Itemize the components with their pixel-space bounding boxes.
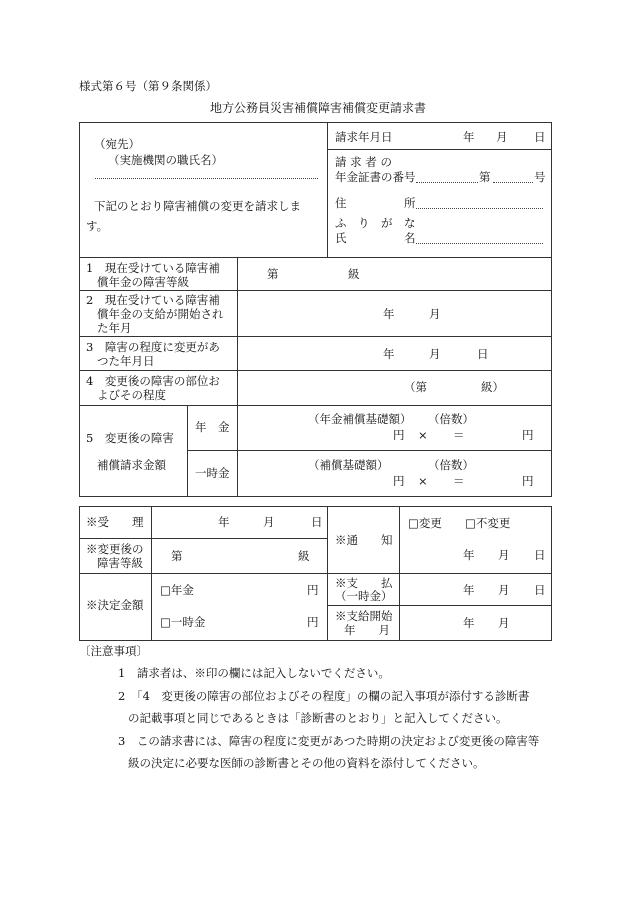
notice-label: ※通 知 [335,533,393,547]
request-text-line2: す。 [86,219,109,233]
row2-label-line1: 2 現在受けている障害補 [86,293,220,307]
receipt-month: 月 [263,515,275,529]
row5-lump-yen2: 円 [522,474,534,488]
addressee-field[interactable] [95,178,318,179]
row1-grade-dai: 第 [267,267,279,281]
row4-label-line2: よびその程度 [97,388,166,402]
row3-label-line2: つた年月日 [97,354,155,368]
row4-grade-dai: （第 [404,380,427,394]
pension-number-go: 号 [534,170,546,184]
pension-number-field-a[interactable] [416,182,478,183]
lump-sum-checkbox[interactable]: □一時金 [160,615,206,629]
new-grade-dai: 第 [171,549,183,563]
row3-year: 年 [383,347,395,361]
row5-label-line2: 補償請求金額 [97,458,166,472]
notice-month: 月 [498,548,510,562]
note-3-line2: 級の決定に必要な医師の診断書とその他の資料を添付してください。 [128,756,485,770]
new-grade-kyu: 級 [298,549,310,563]
pension-checkbox[interactable]: □年金 [160,583,194,597]
changed-checkbox[interactable]: □変更 [408,516,442,530]
pension-yen: 円 [307,583,319,597]
row3-label-line1: 3 障害の程度に変更があ [86,340,220,354]
notice-day: 日 [534,548,546,562]
name-field[interactable] [416,243,543,244]
row5-pension-base: （年金補償基礎額） [308,412,412,426]
payment-year: 年 [463,583,475,597]
note-2-line1: 2 「4 変更後の障害の部位およびその程度」の欄の記入事項が添付する診断書 [118,689,530,703]
request-date-day: 日 [534,130,546,144]
notes-heading: 〔注意事項〕 [79,644,148,658]
new-grade-label-line1: ※変更後の [86,542,144,556]
row5-lump-yen: 円 [393,474,405,488]
request-date-label: 請求年月日 [335,130,393,144]
payment-day: 日 [534,583,546,597]
address-label: 住 [335,196,347,210]
unchanged-checkbox[interactable]: □不変更 [465,516,511,530]
row5-pension-yen: 円 [393,428,405,442]
payment-start-label-line1: ※支給開始 [335,609,393,623]
name-label-2: 名 [404,231,416,245]
payment-start-month: 月 [498,616,510,630]
payment-month: 月 [498,583,510,597]
row2-month: 月 [429,307,441,321]
row2-label-line3: た年月 [97,321,132,335]
row4-label-line1: 4 変更後の障害の部位お [86,374,220,388]
pension-number-field-b[interactable] [493,182,533,183]
addressee-label: （宛先） [94,137,140,151]
pension-number-dai: 第 [479,170,491,184]
row1-grade-kyu: 級 [348,267,360,281]
new-grade-label-line2: 障害等級 [97,556,143,570]
page-title: 地方公務員災害補償障害補償変更請求書 [210,101,427,115]
note-3-line1: 3 この請求書には、障害の程度に変更があつた時期の決定および変更後の障害等 [118,734,540,748]
decision-amount-label: ※決定金額 [86,598,144,612]
payment-start-year: 年 [463,616,475,630]
payment-label-line2: （一時金） [335,589,393,603]
addressee-name-label: （実施機関の職氏名） [108,153,223,167]
row4-grade-kyu: 級） [481,380,504,394]
note-2-line2: の記載事項と同じであるときは「診断書のとおり」と記入してください。 [128,711,508,725]
row3-month: 月 [429,347,441,361]
claimant-label: 請 求 者 の [335,155,392,169]
address-label-2: 所 [404,196,416,210]
row1-label-line1: 1 現在受けている障害補 [86,261,220,275]
row2-label-line2: 償年金の支給が開始され [97,307,224,321]
form-number: 様式第６号（第９条関係） [79,79,217,93]
row5-pension-label: 年 金 [195,420,230,434]
row5-lump-multiplier: （倍数） [428,458,474,472]
name-label: 氏 [335,231,347,245]
row5-pension-multiplier: （倍数） [428,412,474,426]
receipt-day: 日 [311,515,323,529]
furigana-label: ふ り が な [335,216,416,230]
receipt-label: ※受 理 [86,515,144,529]
address-field[interactable] [416,208,543,209]
row5-lump-base: （補償基礎額） [308,458,389,472]
row5-pension-times: × [418,428,428,442]
notice-year: 年 [463,548,475,562]
receipt-year: 年 [218,515,230,529]
row2-year: 年 [383,307,395,321]
row5-pension-yen2: 円 [522,428,534,442]
row5-lump-equals: ＝ [453,474,465,488]
request-date-month: 月 [496,130,508,144]
payment-start-label-line2: 年 月 [344,623,390,637]
row1-label-line2: 償年金の障害等級 [97,275,189,289]
lump-sum-yen: 円 [307,615,319,629]
row5-lump-times: × [418,474,428,488]
row3-day: 日 [477,347,489,361]
row5-lump-label: 一時金 [195,466,230,480]
row5-pension-equals: ＝ [453,428,465,442]
row5-label-line1: 5 変更後の障害 [86,431,174,445]
request-text-line1: 下記のとおり障害補償の変更を請求しま [94,199,301,213]
pension-number-label: 年金証書の番号 [335,170,416,184]
note-1: 1 請求者は、※印の欄には記入しないでください。 [118,666,390,680]
payment-label-line1: ※支 払 [335,576,393,590]
request-date-year: 年 [463,130,475,144]
